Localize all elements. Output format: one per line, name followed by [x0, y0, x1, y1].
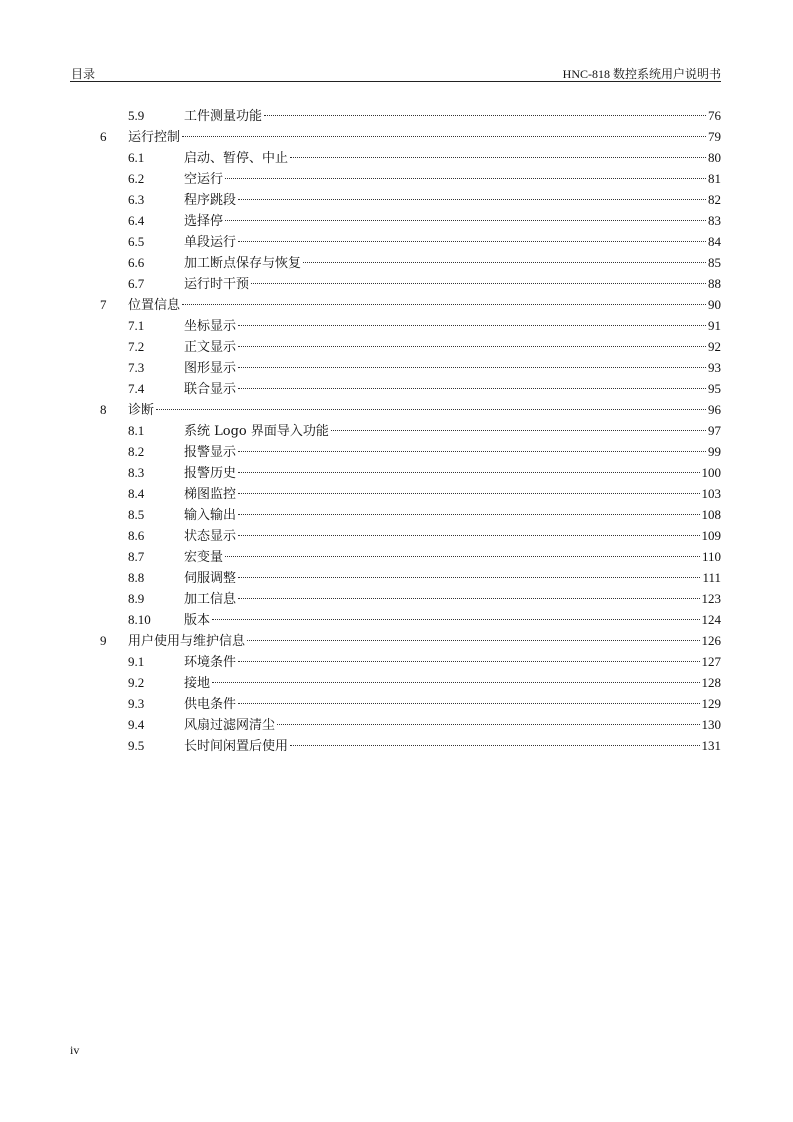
toc-entry-line [184, 252, 721, 274]
toc-entry-title: 报警历史 [184, 466, 237, 481]
toc-entry-title: 运行控制 [128, 130, 181, 145]
toc-entry-page: 97 [708, 423, 721, 438]
toc-entry-number: 8.6 [128, 528, 145, 543]
page-header [70, 63, 721, 82]
toc-entry-page: 109 [701, 528, 721, 543]
dot-leader [290, 745, 699, 746]
toc-entry-line [128, 630, 721, 652]
toc-section-entry[interactable] [0, 504, 793, 525]
toc-entry-page: 88 [708, 276, 721, 291]
toc-entry-page: 81 [708, 171, 721, 186]
toc-section-entry[interactable] [0, 588, 793, 609]
toc-entry-number: 7.1 [128, 318, 145, 333]
toc-entry-line [184, 651, 721, 673]
toc-entry-line [184, 735, 721, 757]
dot-leader [238, 661, 699, 662]
toc-entry-page: 131 [701, 738, 721, 753]
toc-entry-line [184, 672, 721, 694]
toc-entry-line [184, 420, 721, 442]
toc-entry-page: 96 [708, 402, 721, 417]
toc-section-entry[interactable] [0, 567, 793, 588]
toc-entry-number: 6.3 [128, 192, 145, 207]
toc-entry-number: 9.1 [128, 654, 145, 669]
toc-entry-number: 9.5 [128, 738, 145, 753]
toc-entry-number: 7.3 [128, 360, 145, 375]
toc-entry-page: 128 [701, 675, 721, 690]
dot-leader [156, 409, 706, 410]
dot-leader [277, 724, 699, 725]
dot-leader [238, 514, 699, 515]
toc-entry-number: 6.5 [128, 234, 145, 249]
toc-entry-page: 79 [708, 129, 721, 144]
toc-entry-line [184, 546, 721, 568]
toc-entry-page: 95 [708, 381, 721, 396]
toc-entry-line [184, 105, 721, 127]
toc-entry-number: 6.7 [128, 276, 145, 291]
toc-entry-line [184, 273, 721, 295]
toc-entry-number: 9.2 [128, 675, 145, 690]
dot-leader [182, 304, 706, 305]
toc-section-entry[interactable] [0, 609, 793, 630]
toc-entry-number: 8.10 [128, 612, 151, 627]
toc-entry-number: 8.1 [128, 423, 145, 438]
toc-section-entry[interactable] [0, 273, 793, 294]
toc-entry-title: 选择停 [184, 214, 224, 229]
toc-entry-page: 90 [708, 297, 721, 312]
toc-entry-number: 6.6 [128, 255, 145, 270]
toc-entry-line [184, 483, 721, 505]
toc-entry-page: 84 [708, 234, 721, 249]
toc-entry-number: 5.9 [128, 108, 145, 123]
toc-section-entry[interactable] [0, 483, 793, 504]
toc-section-entry[interactable] [0, 336, 793, 357]
toc-entry-title: 报警显示 [184, 445, 237, 460]
dot-leader [290, 157, 706, 158]
toc-entry-page: 91 [708, 318, 721, 333]
dot-leader [247, 640, 699, 641]
toc-chapter-entry[interactable] [0, 294, 793, 315]
toc-entry-title: 输入输出 [184, 508, 237, 523]
toc-chapter-entry[interactable] [0, 399, 793, 420]
toc-section-entry[interactable] [0, 189, 793, 210]
table-of-contents [0, 105, 793, 756]
toc-entry-line [184, 336, 721, 358]
toc-entry-title: 图形显示 [184, 361, 237, 376]
toc-section-entry[interactable] [0, 714, 793, 735]
dot-leader [303, 262, 706, 263]
toc-entry-number: 9.4 [128, 717, 145, 732]
toc-entry-number: 8.5 [128, 507, 145, 522]
toc-entry-number: 6 [100, 129, 107, 144]
toc-entry-page: 130 [701, 717, 721, 732]
toc-entry-line [184, 693, 721, 715]
dot-leader [238, 535, 699, 536]
toc-section-entry[interactable] [0, 147, 793, 168]
toc-entry-title: 位置信息 [128, 298, 181, 313]
toc-entry-line [184, 588, 721, 610]
toc-entry-page: 100 [701, 465, 721, 480]
dot-leader [238, 472, 699, 473]
toc-section-entry[interactable] [0, 378, 793, 399]
toc-entry-title: 单段运行 [184, 235, 237, 250]
toc-entry-page: 123 [701, 591, 721, 606]
header-section-title: 目录 [71, 67, 96, 81]
dot-leader [238, 703, 699, 704]
dot-leader [225, 556, 700, 557]
dot-leader [238, 577, 700, 578]
toc-section-entry[interactable] [0, 420, 793, 441]
toc-entry-title: 状态显示 [184, 529, 237, 544]
toc-entry-page: 108 [701, 507, 721, 522]
toc-entry-line [184, 315, 721, 337]
toc-entry-page: 127 [701, 654, 721, 669]
dot-leader [212, 619, 699, 620]
toc-entry-line [184, 378, 721, 400]
toc-entry-number: 8.7 [128, 549, 145, 564]
toc-entry-number: 6.1 [128, 150, 145, 165]
toc-entry-number: 8.2 [128, 444, 145, 459]
dot-leader [238, 325, 706, 326]
toc-section-entry[interactable] [0, 672, 793, 693]
toc-entry-line [184, 147, 721, 169]
dot-leader [238, 493, 699, 494]
toc-entry-line [184, 462, 721, 484]
toc-entry-page: 110 [701, 549, 721, 564]
toc-entry-title: 联合显示 [184, 382, 237, 397]
page-number: iv [70, 1043, 80, 1057]
header-document-title: HNC-818 数控系统用户说明书 [562, 67, 721, 81]
dot-leader [238, 451, 706, 452]
toc-entry-page: 111 [702, 570, 721, 585]
toc-entry-title: 环境条件 [184, 655, 237, 670]
toc-entry-number: 8.3 [128, 465, 145, 480]
toc-entry-line [184, 567, 721, 589]
toc-entry-line [184, 231, 721, 253]
toc-section-entry[interactable] [0, 252, 793, 273]
toc-entry-line [184, 357, 721, 379]
toc-entry-page: 103 [701, 486, 721, 501]
dot-leader [225, 220, 706, 221]
toc-entry-line [184, 210, 721, 232]
toc-entry-title: 系统 Logo 界面导入功能 [184, 424, 329, 439]
toc-entry-title: 诊断 [128, 403, 155, 418]
dot-leader [238, 199, 706, 200]
toc-entry-page: 129 [701, 696, 721, 711]
toc-entry-title: 空运行 [184, 172, 224, 187]
toc-entry-line [184, 168, 721, 190]
toc-entry-line [184, 714, 721, 736]
toc-entry-title: 用户使用与维护信息 [128, 634, 246, 649]
toc-entry-page: 99 [708, 444, 721, 459]
toc-section-entry[interactable] [0, 315, 793, 336]
toc-entry-line [128, 126, 721, 148]
toc-entry-title: 风扇过滤网清尘 [184, 718, 276, 733]
toc-entry-number: 8 [100, 402, 107, 417]
toc-entry-title: 加工信息 [184, 592, 237, 607]
toc-entry-page: 82 [708, 192, 721, 207]
toc-section-entry[interactable] [0, 441, 793, 462]
toc-entry-number: 8.8 [128, 570, 145, 585]
toc-entry-title: 启动、暂停、中止 [184, 151, 289, 166]
dot-leader [238, 241, 706, 242]
toc-chapter-entry[interactable] [0, 630, 793, 651]
toc-section-entry[interactable] [0, 651, 793, 672]
toc-entry-title: 运行时干预 [184, 277, 250, 292]
toc-entry-title: 加工断点保存与恢复 [184, 256, 302, 271]
toc-entry-line [184, 525, 721, 547]
toc-entry-page: 93 [708, 360, 721, 375]
toc-entry-number: 9 [100, 633, 107, 648]
toc-section-entry[interactable] [0, 546, 793, 567]
toc-entry-number: 6.4 [128, 213, 145, 228]
toc-entry-number: 7.4 [128, 381, 145, 396]
toc-section-entry[interactable] [0, 462, 793, 483]
toc-entry-number: 8.4 [128, 486, 145, 501]
dot-leader [238, 598, 699, 599]
toc-entry-title: 正文显示 [184, 340, 237, 355]
toc-entry-title: 坐标显示 [184, 319, 237, 334]
toc-entry-title: 长时间闲置后使用 [184, 739, 289, 754]
toc-entry-title: 宏变量 [184, 550, 224, 565]
toc-section-entry[interactable] [0, 210, 793, 231]
toc-section-entry[interactable] [0, 693, 793, 714]
toc-section-entry[interactable] [0, 231, 793, 252]
toc-entry-number: 7 [100, 297, 107, 312]
toc-section-entry[interactable] [0, 357, 793, 378]
toc-entry-page: 92 [708, 339, 721, 354]
toc-entry-line [128, 399, 721, 421]
toc-entry-title: 程序跳段 [184, 193, 237, 208]
toc-entry-page: 124 [701, 612, 721, 627]
toc-entry-line [184, 504, 721, 526]
toc-entry-number: 9.3 [128, 696, 145, 711]
toc-entry-title: 工件测量功能 [184, 109, 263, 124]
toc-entry-page: 76 [708, 108, 721, 123]
toc-section-entry[interactable] [0, 105, 793, 126]
dot-leader [238, 367, 706, 368]
toc-entry-title: 供电条件 [184, 697, 237, 712]
toc-entry-line [184, 609, 721, 631]
toc-entry-line [184, 441, 721, 463]
toc-chapter-entry[interactable] [0, 126, 793, 147]
toc-entry-number: 8.9 [128, 591, 145, 606]
toc-entry-number: 7.2 [128, 339, 145, 354]
toc-entry-title: 版本 [184, 613, 211, 628]
toc-entry-number: 6.2 [128, 171, 145, 186]
toc-section-entry[interactable] [0, 168, 793, 189]
toc-entry-title: 伺服调整 [184, 571, 237, 586]
toc-section-entry[interactable] [0, 735, 793, 756]
toc-entry-page: 85 [708, 255, 721, 270]
toc-entry-page: 80 [708, 150, 721, 165]
toc-entry-page: 83 [708, 213, 721, 228]
dot-leader [182, 136, 706, 137]
dot-leader [238, 346, 706, 347]
toc-entry-title: 接地 [184, 676, 211, 691]
toc-entry-page: 126 [701, 633, 721, 648]
dot-leader [264, 115, 706, 116]
toc-entry-line [128, 294, 721, 316]
dot-leader [212, 682, 699, 683]
toc-section-entry[interactable] [0, 525, 793, 546]
toc-entry-title: 梯图监控 [184, 487, 237, 502]
toc-entry-line [184, 189, 721, 211]
dot-leader [331, 430, 706, 431]
dot-leader [251, 283, 706, 284]
dot-leader [225, 178, 706, 179]
dot-leader [238, 388, 706, 389]
